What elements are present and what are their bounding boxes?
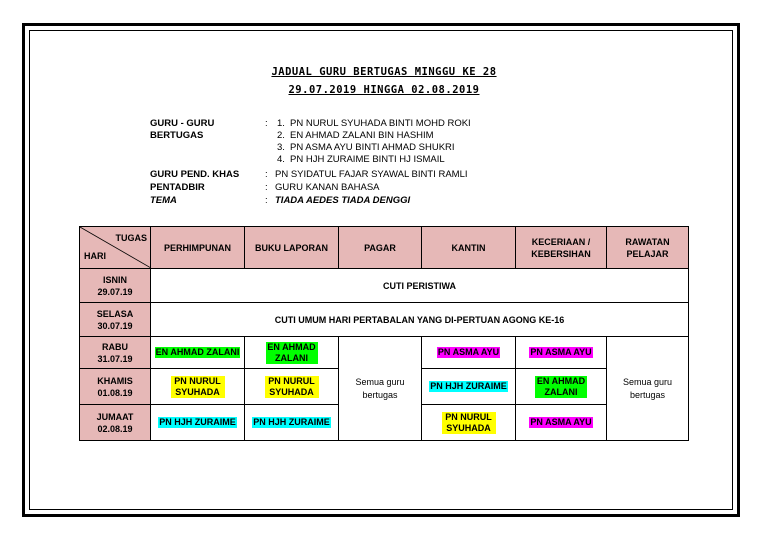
duty-cell (422, 337, 516, 369)
day-date: 29.07.19 (97, 286, 133, 297)
teacher-highlight: PN ASMA AYU (530, 347, 592, 357)
teacher-highlight: PN HJH ZURAIME (430, 381, 507, 391)
duty-cell (245, 369, 339, 405)
guru-item-number: 1. (277, 118, 285, 129)
day-name: ISNIN (102, 274, 127, 285)
corner-hari-label: HARI (84, 251, 106, 261)
duty-cell (151, 369, 245, 405)
pentadbir-label: PENTADBIR (150, 182, 205, 193)
duty-cell (151, 405, 245, 441)
table-row (80, 337, 689, 369)
pagar-all-cell (339, 337, 422, 441)
day-cell (80, 269, 151, 303)
colon: : (265, 195, 268, 206)
teacher-highlight: EN AHMAD ZALANI (267, 341, 316, 363)
guru-item-4 (277, 154, 445, 166)
duty-table (79, 226, 689, 441)
teacher-highlight: PN ASMA AYU (437, 347, 500, 357)
rawatan-all-cell (607, 337, 689, 441)
guru-pend-label: GURU PEND. KHAS (150, 169, 240, 180)
guru-item-3 (277, 142, 455, 154)
pentadbir-value: GURU KANAN BAHASA (275, 182, 380, 193)
guru-item-name: PN HJH ZURAIME BINTI HJ ISMAIL (290, 154, 445, 165)
day-cell (80, 303, 151, 337)
duty-cell (516, 405, 607, 441)
guru-label-line1: GURU - GURU (150, 118, 215, 129)
day-name: JUMAAT (96, 411, 134, 422)
pagar-all-text: Semua guru bertugas (355, 376, 405, 400)
day-cell (80, 369, 151, 405)
day-name: KHAMIS (97, 375, 133, 386)
table-header-row (80, 227, 689, 269)
guru-item-number: 3. (277, 142, 285, 153)
table-row (80, 269, 689, 303)
header-pagar: PAGAR (339, 227, 422, 269)
day-cell (80, 405, 151, 441)
duty-cell (245, 337, 339, 369)
colon: : (265, 182, 268, 193)
tema-label: TEMA (150, 195, 177, 206)
duty-cell (422, 369, 516, 405)
duty-cell (516, 369, 607, 405)
header-keceriaan: KECERIAAN / KEBERSIHAN (516, 227, 607, 269)
guru-item-number: 2. (277, 130, 285, 141)
duty-cell (245, 405, 339, 441)
tema-value: TIADA AEDES TIADA DENGGI (275, 195, 411, 206)
guru-pend-value: PN SYIDATUL FAJAR SYAWAL BINTI RAMLI (275, 169, 468, 180)
teacher-highlight: PN ASMA AYU (530, 417, 592, 427)
rawatan-all-text: Semua guru bertugas (622, 376, 673, 400)
guru-item-name: EN AHMAD ZALANI BIN HASHIM (290, 130, 434, 141)
colon: : (265, 169, 268, 180)
duty-cell (516, 337, 607, 369)
header-buku-laporan: BUKU LAPORAN (245, 227, 339, 269)
guru-item-name: PN NURUL SYUHADA BINTI MOHD ROKI (290, 118, 471, 129)
day-date: 31.07.19 (97, 353, 133, 364)
document-title: JADUAL GURU BERTUGAS MINGGU KE 28 (271, 66, 497, 78)
teacher-highlight: PN HJH ZURAIME (253, 417, 330, 427)
isnin-note: CUTI PERISTIWA (151, 269, 689, 303)
guru-item-name: PN ASMA AYU BINTI AHMAD SHUKRI (290, 142, 455, 153)
guru-item-1 (277, 118, 471, 130)
header-perhimpunan: PERHIMPUNAN (151, 227, 245, 269)
teacher-highlight: PN HJH ZURAIME (159, 417, 236, 427)
corner-header (80, 227, 151, 269)
duty-cell (151, 337, 245, 369)
duty-cell (422, 405, 516, 441)
day-name: RABU (102, 341, 128, 352)
colon: : (265, 118, 268, 129)
corner-tugas-label: TUGAS (115, 233, 147, 243)
teacher-highlight: PN NURUL SYUHADA (171, 376, 225, 398)
table-row (80, 303, 689, 337)
day-name: SELASA (96, 308, 134, 319)
header-rawatan: RAWATAN PELAJAR (607, 227, 689, 269)
day-date: 02.08.19 (97, 423, 133, 434)
duty-info-block (150, 118, 550, 214)
day-date: 01.08.19 (97, 387, 133, 398)
day-cell (80, 337, 151, 369)
guru-item-2 (277, 130, 434, 142)
teacher-highlight: PN NURUL SYUHADA (442, 412, 496, 434)
teacher-highlight: EN AHMAD ZALANI (536, 375, 586, 397)
document-date-range: 29.07.2019 HINGGA 02.08.2019 (288, 84, 480, 96)
teacher-highlight: PN NURUL SYUHADA (265, 376, 319, 398)
guru-item-number: 4. (277, 154, 285, 165)
teacher-highlight: EN AHMAD ZALANI (155, 347, 240, 357)
day-date: 30.07.19 (97, 320, 133, 331)
header-kantin: KANTIN (422, 227, 516, 269)
guru-label-line2: BERTUGAS (150, 130, 204, 141)
selasa-note: CUTI UMUM HARI PERTABALAN YANG DI-PERTUAN AGONG KE-16 (151, 303, 689, 337)
